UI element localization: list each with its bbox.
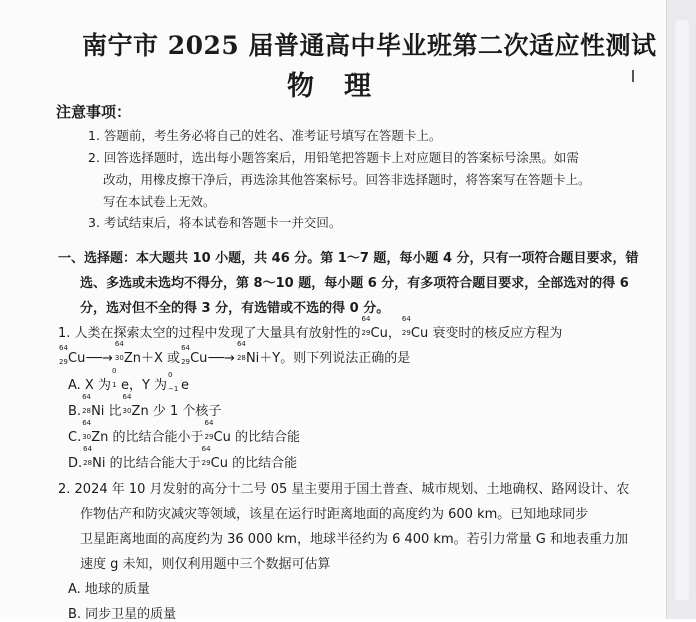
reaction-arrow: ──→ [86, 351, 113, 366]
cu-nuclide: 64 29 Cu 衰变时的核反应方程为 [401, 315, 563, 341]
q1-equation: 64 29 Cu──→ 64 30 Zn＋X 或 64 29 Cu──→ 64 28 Ni＋Y。则下列说法正确的是 [59, 340, 411, 366]
q2-option-a: A. 地球的质量 [68, 582, 150, 597]
notice-item-2-cont2: 写在本试卷上无效。 [103, 194, 216, 209]
q1-option-c: C. 64 30 Zn 的比结合能小于 64 29 Cu 的比结合能 [68, 419, 300, 445]
q1-option-a: A. X 为 0 1 e，Y 为 0 −1 e [68, 367, 190, 393]
scrollbar-thumb[interactable] [675, 20, 689, 600]
q2-stem-line1: 2. 2024 年 10 月发射的高分十二号 05 星主要用于国土普查、城市规划、土地确权、路网设计、农 [58, 482, 630, 497]
reaction-arrow: ──→ [208, 351, 235, 366]
exam-title: 南宁市 2025 届普通高中毕业班第二次适应性测试 [82, 31, 657, 60]
q2-option-b: B. 同步卫星的质量 [68, 607, 177, 622]
vertical-scrollbar[interactable] [666, 0, 696, 619]
q1-stem-line1 [58, 315, 563, 341]
q1-option-d: D. 64 28 Ni 的比结合能大于 64 29 Cu 的比结合能 [68, 445, 298, 471]
q1-stem-text: 1. 人类在探索太空的过程中发现了大量具有放射性的 [58, 326, 361, 341]
q1-option-b: B. 64 28 Ni 比 64 30 Zn 少 1 个核子 [68, 393, 222, 419]
edge-mark [632, 70, 634, 82]
section-1-rule-2: 选、多选或未选均不得分，第 8～10 题，每小题 6 分，有多项符合题目要求，全部选对的得 6 [80, 276, 629, 291]
section-1-heading: 一、选择题：本大题共 10 小题，共 46 分。第 1～7 题，每小题 4 分，只有一项符合题目要求，错 [58, 251, 639, 266]
cu-nuclide: 64 29 Cu， [361, 315, 401, 341]
notice-item-3: 3. 考试结束后，将本试卷和答题卡一并交回。 [88, 215, 342, 230]
q2-stem-line3: 卫星距离地面的高度约为 36 000 km，地球半径约为 6 400 km。若引力常量 G 和地表重力加 [80, 532, 628, 547]
notice-item-2: 2. 回答选择题时，选出每小题答案后，用铅笔把答题卡上对应题目的答案标号涂黑。如需 [88, 150, 579, 165]
notice-item-1: 1. 答题前，考生务必将自己的姓名、准考证号填写在答题卡上。 [88, 128, 442, 143]
q2-stem-line4: 速度 g 未知，则仅利用题中三个数据可估算 [80, 557, 331, 572]
notice-item-2-cont: 改动，用橡皮擦干净后，再选涂其他答案标号。回答非选择题时，将答案写在答题卡上。 [103, 172, 591, 187]
q2-stem-line2: 作物估产和防灾减灾等领域，该星在运行时距离地面的高度约为 600 km。已知地球同步 [80, 507, 589, 522]
subject-title: 物理 [287, 71, 401, 102]
notice-heading: 注意事项： [56, 103, 132, 121]
section-1-rule-3: 分，选对但不全的得 3 分，有选错或不选的得 0 分。 [80, 301, 390, 316]
